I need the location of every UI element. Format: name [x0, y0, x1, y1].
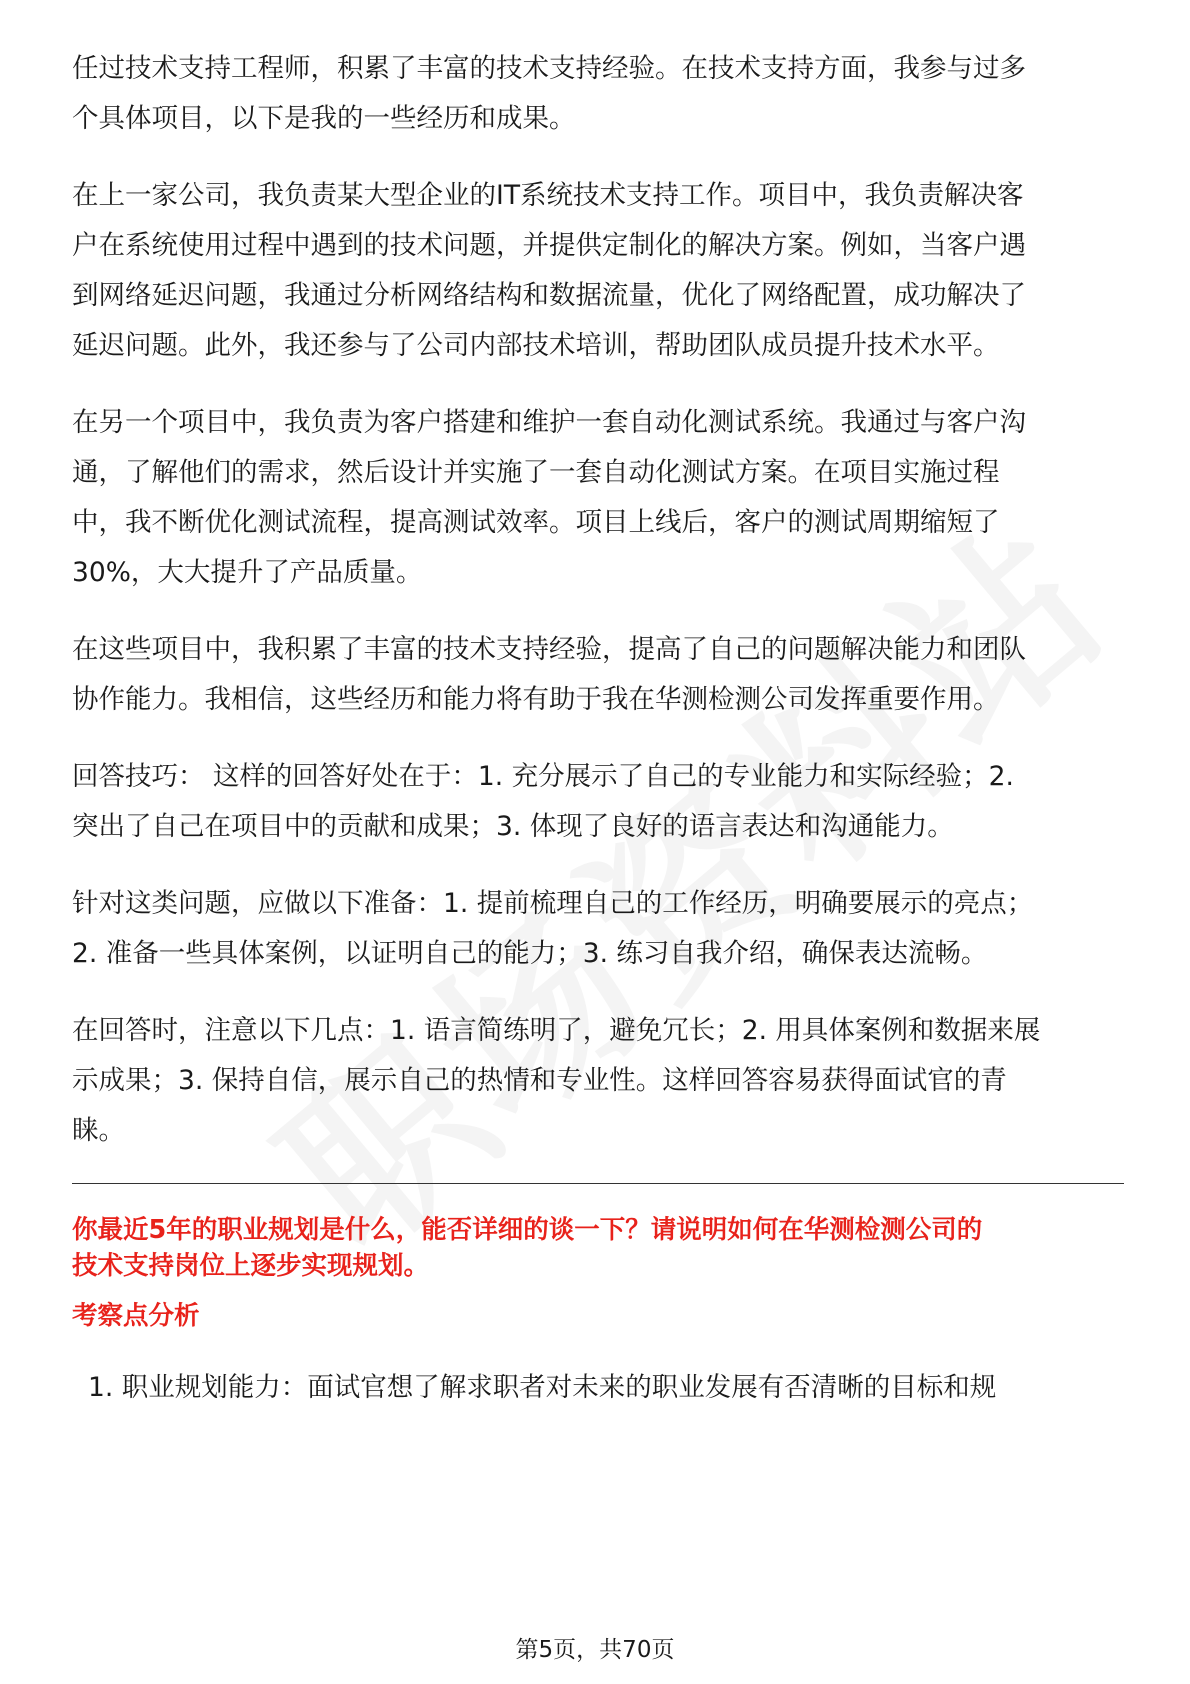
paragraph: 任过技术支持工程师，积累了丰富的技术支持经验。在技术支持方面，我参与过多 个具体项目，以下是我的一些经历和成果。 [72, 53, 1026, 134]
section-divider [72, 1183, 1124, 1184]
paragraph: 在回答时，注意以下几点：1. 语言简练明了，避免冗长；2. 用具体案例和数据来展 示成果；3. 保持自信，展示自己的热情和专业性。这样回答容易获得面试官的青 睐。 [72, 1015, 1041, 1146]
page-number: 第5页，共70页 [515, 1637, 675, 1663]
paragraph: 在另一个项目中，我负责为客户搭建和维护一套自动化测试系统。我通过与客户沟 通，了解他们的需求，然后设计并实施了一套自动化测试方案。在项目实施过程 中，我不断优化测试流程，提高测试效率。项目上线后，客户的测试周期缩短了 30%，大大提升了产品质量。 [72, 407, 1026, 588]
list-item: 1. 职业规划能力：面试官想了解求职者对未来的职业发展有否清晰的目标和规 [88, 1372, 997, 1403]
question-heading: 你最近5年的职业规划是什么，能否详细的谈一下？请说明如何在华测检测公司的 技术支持岗位上逐步实现规划。 [72, 1215, 983, 1281]
tip-paragraph: 回答技巧： 这样的回答好处在于：1. 充分展示了自己的专业能力和实际经验；2. 突出了自己在项目中的贡献和成果；3. 体现了良好的语言表达和沟通能力。 [72, 761, 1014, 842]
paragraph: 在这些项目中，我积累了丰富的技术支持经验，提高了自己的问题解决能力和团队 协作能力。我相信，这些经历和能力将有助于我在华测检测公司发挥重要作用。 [72, 634, 1026, 715]
paragraph: 在上一家公司，我负责某大型企业的IT系统技术支持工作。项目中，我负责解决客 户在系统使用过程中遇到的技术问题，并提供定制化的解决方案。例如，当客户遇 到网络延迟问题，我通过分析网络结构和数据流量，优化了网络配置，成功解决了 延迟问题。此外，我还参与了公司内部技术培训，帮助团队成员提升技术水平。 [72, 180, 1026, 361]
paragraph: 针对这类问题，应做以下准备：1. 提前梳理自己的工作经历，明确要展示的亮点； 2. 准备一些具体案例，以证明自己的能力；3. 练习自我介绍，确保表达流畅。 [72, 888, 1034, 969]
section-title: 考察点分析 [72, 1301, 200, 1331]
document-body [72, 44, 1124, 1408]
